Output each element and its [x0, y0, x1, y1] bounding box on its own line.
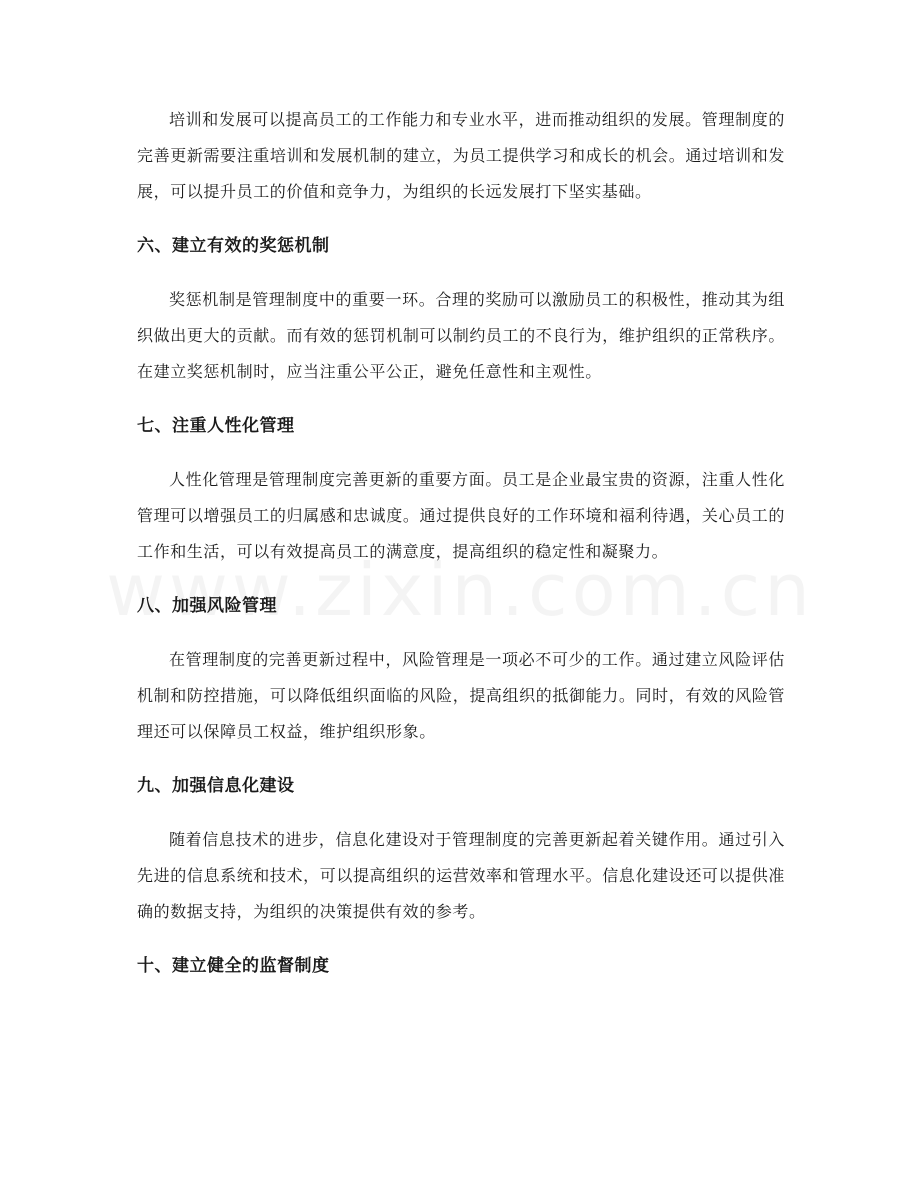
heading-supervision: 十、建立健全的监督制度	[137, 956, 330, 976]
document-body	[137, 102, 785, 1002]
paragraph-training: 培训和发展可以提高员工的工作能力和专业水平，进而推动组织的发展。管理制度的完善更新需要注重培训和发展机制的建立，为员工提供学习和成长的机会。通过培训和发展，可以提升员工的价值和竞争力，为组织的长远发展打下坚实基础。	[137, 110, 785, 201]
heading-informatization: 九、加强信息化建设	[137, 776, 295, 796]
paragraph-risk-management: 在管理制度的完善更新过程中，风险管理是一项必不可少的工作。通过建立风险评估机制和防控措施，可以降低组织面临的风险，提高组织的抵御能力。同时，有效的风险管理还可以保障员工权益，维护组织形象。	[137, 650, 785, 741]
heading-risk-management: 八、加强风险管理	[137, 596, 277, 616]
paragraph-humanized-management: 人性化管理是管理制度完善更新的重要方面。员工是企业最宝贵的资源，注重人性化管理可以增强员工的归属感和忠诚度。通过提供良好的工作环境和福利待遇，关心员工的工作和生活，可以有效提高员工的满意度，提高组织的稳定性和凝聚力。	[137, 470, 785, 561]
paragraph-informatization: 随着信息技术的进步，信息化建设对于管理制度的完善更新起着关键作用。通过引入先进的信息系统和技术，可以提高组织的运营效率和管理水平。信息化建设还可以提供准确的数据支持，为组织的决策提供有效的参考。	[137, 830, 785, 921]
heading-humanized-management: 七、注重人性化管理	[137, 416, 295, 436]
paragraph-reward-punishment: 奖惩机制是管理制度中的重要一环。合理的奖励可以激励员工的积极性，推动其为组织做出更大的贡献。而有效的惩罚机制可以制约员工的不良行为，维护组织的正常秩序。在建立奖惩机制时，应当注重公平公正，避免任意性和主观性。	[137, 290, 785, 381]
heading-reward-punishment: 六、建立有效的奖惩机制	[137, 236, 330, 256]
